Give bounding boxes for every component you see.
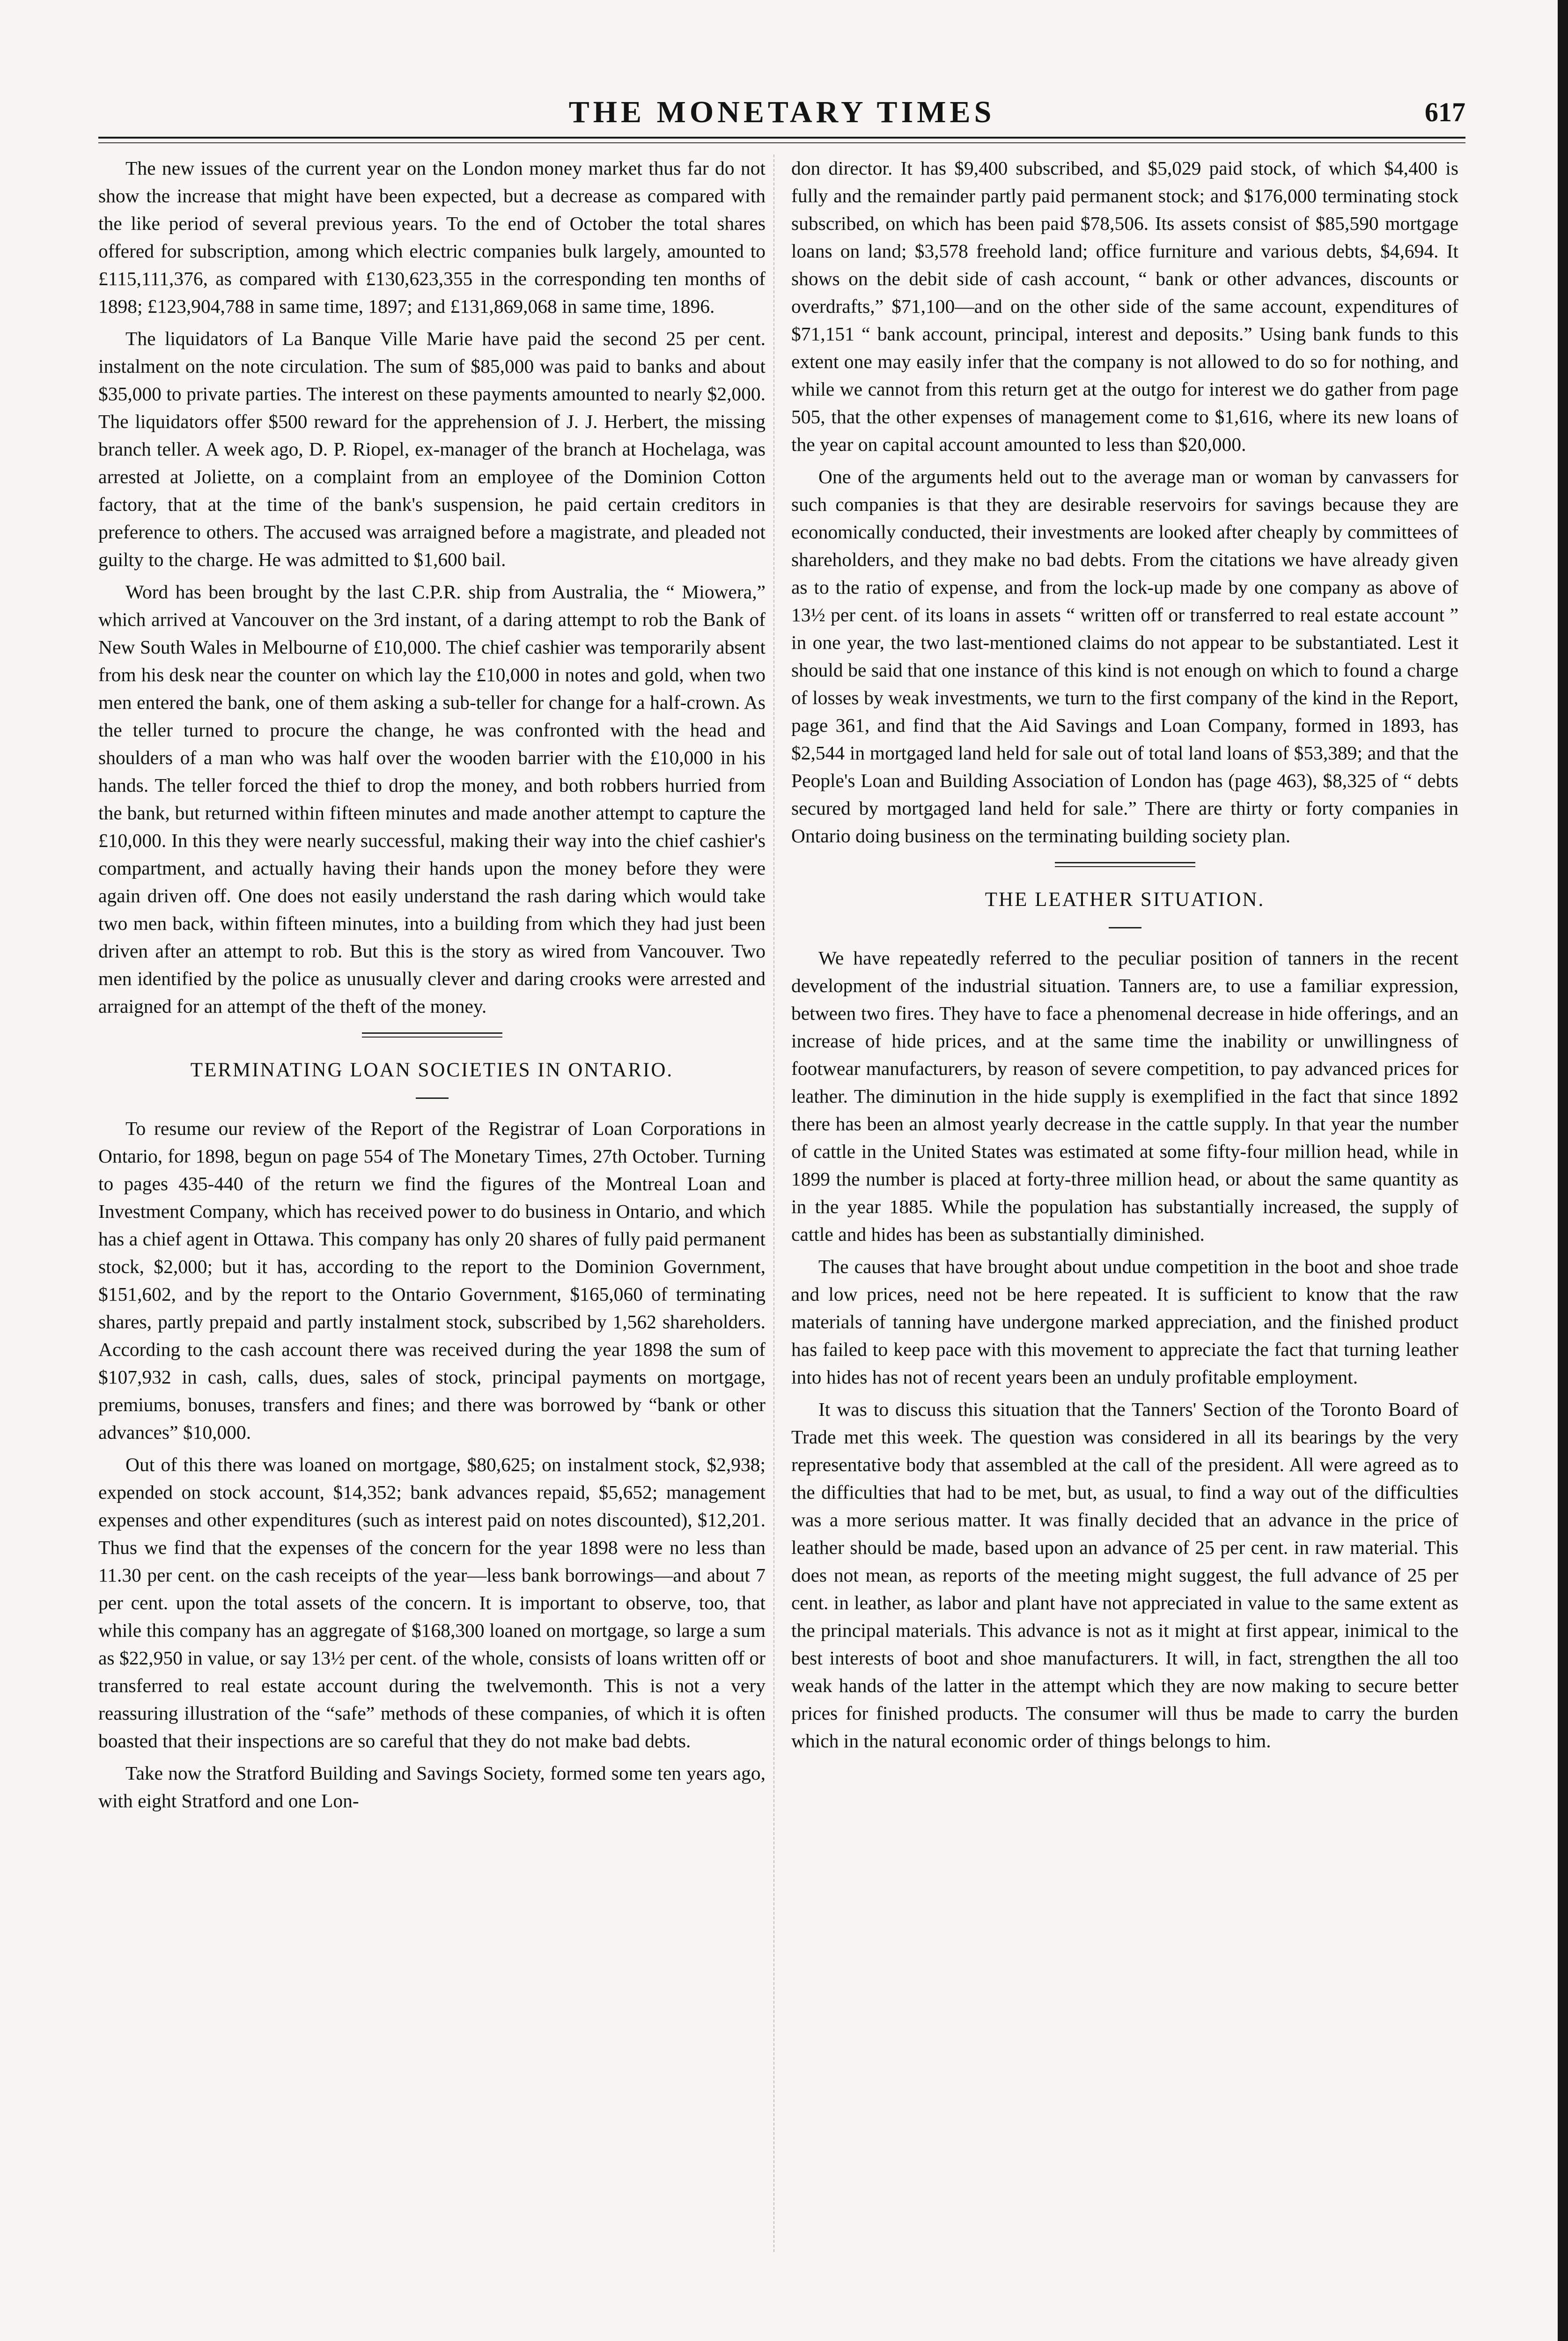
page-header [98, 91, 1465, 133]
article-paragraph: It was to discuss this situation that the Tanners' Section of the Toronto Board of Trade met this week. The question was considered in all its bearings by the very representative body that assembled at the call of the president. All were agreed as to the difficulties that had to be met, but, as usual, to find a way out of the difficulties was a more serious matter. It was finally decided that an advance in the price of leather should be made, based upon an advance of 25 per cent. in raw material. This does not mean, as reports of the meeting might suggest, the full advance of 25 per cent. in leather, as labor and plant have not appreciated in value to the same extent as the principal materials. This advance is not as it might at first appear, inimical to the best interests of boot and shoe manufacturers. It will, in fact, strengthen the all too weak hands of the latter in the attempt which they are now making to secure better prices for finished products. The consumer will thus be made to carry the burden which in the natural economic order of things belongs to him. [791, 1399, 1458, 1752]
left-column [98, 155, 766, 1819]
article-paragraph: The new issues of the current year on the London money market thus far do not show the increase that might have been expected, but a decrease as compared with the like period of several previous years. To the end of October the total shares offered for subscription, among which electric companies bulk largely, amounted to £115,111,376, as compared with £130,623,355 in the corresponding ten months of 1898; £123,904,788 in same time, 1897; and £131,869,068 in same time, 1896. [98, 157, 766, 317]
section-heading: TERMINATING LOAN SOCIETIES IN ONTARIO. [190, 1059, 674, 1081]
heading-rule [416, 1097, 449, 1099]
article-paragraph: To resume our review of the Report of the Registrar of Loan Corporations in Ontario, for 1898, begun on page 554 of The Monetary Times, 27th October. Turning to pages 435-440 of the return we find the figures of the Montreal Loan and Investment Company, which has received power to do business in Ontario, and which has a chief agent in Ottawa. This company has only 20 shares of fully paid permanent stock, $2,000; but it has, according to the report to the Dominion Government, $151,602, and by the report to the Ontario Government, $165,060 of terminating shares, partly prepaid and partly instalment stock, subscribed by 1,562 shareholders. According to the cash account there was received during the year 1898 the sum of $107,932 in cash, calls, dues, sales of stock, principal payments on mortgage, premiums, bonuses, transfers and fines; and there was borrowed by “bank or other advances” $10,000. [98, 1118, 766, 1443]
header-rule [98, 137, 1465, 139]
article-paragraph: The liquidators of La Banque Ville Marie have paid the second 25 per cent. instalment on the note circulation. The sum of $85,000 was paid to banks and about $35,000 to private parties. The interest on these payments amounted to nearly $2,000. The liquidators offer $500 reward for the apprehension of J. J. Herbert, the missing branch teller. A week ago, D. P. Riopel, ex-manager of the branch at Hochelaga, was arrested at Joliette, on a complaint from an employee of the Dominion Cotton factory, that at the time of the bank's suspension, he paid certain creditors in preference to others. The accused was arraigned before a magistrate, and pleaded not guilty to the charge. He was admitted to $1,600 bail. [98, 328, 766, 570]
article-paragraph: The causes that have brought about undue competition in the boot and shoe trade and low prices, need not be here repeated. It is sufficient to know that the raw materials of tanning have undergone marked appreciation, and the finished product has failed to keep pace with this movement to appreciate the fact that turning leather into hides has not of recent years been an unduly profitable employment. [791, 1256, 1458, 1388]
heading-rule [1109, 927, 1141, 928]
section-divider-thin [1055, 866, 1195, 867]
page-number: 617 [1425, 97, 1465, 127]
article-paragraph: One of the arguments held out to the average man or woman by canvassers for such companies is that they are desirable reservoirs for savings because they are economically conducted, their investments are looked after cheaply by committees of shareholders, and they make no bad debts. From the citations we have already given as to the ratio of expense, and from the lock-up made by one company as above of 13½ per cent. of its loans in assets “ written off or transferred to real estate account ” in one year, the two last-mentioned claims do not appear to be substantiated. Lest it should be said that one instance of this kind is not enough on which to found a charge of losses by weak investments, we turn to the first company of the kind in the Report, page 361, and find that the Aid Savings and Loan Company, formed in 1893, has $2,544 in mortgaged land held for sale out of total land loans of $53,389; and that the People's Loan and Building Association of London has (page 463), $8,325 of “ debts secured by mortgaged land held for sale.” There are thirty or forty companies in Ontario doing business on the terminating building society plan. [791, 466, 1458, 847]
scan-edge [1558, 0, 1568, 2341]
column-divider [773, 155, 774, 2252]
article-paragraph: Word has been brought by the last C.P.R. ship from Australia, the “ Miowera,” which arrived at Vancouver on the 3rd instant, of a daring attempt to rob the Bank of New South Wales in Melbourne of £10,000. The chief cashier was temporarily absent from his desk near the counter on which lay the £10,000 in notes and gold, when two men entered the bank, one of them asking a sub-teller for change for a half-crown. As the teller turned to procure the change, he was confronted with the head and shoulders of a man who was half over the wooden barrier with the £10,000 in his hands. The teller forced the thief to drop the money, and both robbers hurried from the bank, but returned within fifteen minutes and made another attempt to capture the £10,000. In this they were nearly successful, making their way into the chief cashier's compartment, and actually having their hands upon the money before they were again driven off. One does not easily understand the rash daring which would take two men back, within fifteen minutes, into a building from which they had just been driven after an attempt to rob. But this is the story as wired from Vancouver. Two men identified by the police as unusually clever and daring crooks were arrested and arraigned for an attempt of the theft of the money. [98, 581, 766, 1017]
article-paragraph: Take now the Stratford Building and Savings Society, formed some ten years ago, with eight Stratford and one Lon- [98, 1762, 766, 1811]
right-column [791, 155, 1458, 1759]
section-divider-thin [362, 1037, 502, 1038]
masthead-title: THE MONETARY TIMES [568, 95, 995, 129]
section-heading: THE LEATHER SITUATION. [985, 889, 1265, 911]
article-paragraph: Out of this there was loaned on mortgage, $80,625; on instalment stock, $2,938; expended on stock account, $14,352; bank advances repaid, $5,652; management expenses and other expenditures (such as interest paid on notes discounted), $12,201. Thus we find that the expenses of the concern for the year 1898 were no less than 11.30 per cent. on the cash receipts of the year—less bank borrowings—and about 7 per cent. upon the total assets of the concern. It is important to observe, too, that while this company has an aggregate of $168,300 loaned on mortgage, so large a sum as $22,950 in value, or say 13½ per cent. of the whole, consists of loans written off or transferred to real estate account during the twelvemonth. This is not a very reassuring illustration of the “safe” methods of these companies, of which it is often boasted that their inspections are so careful that they do not make bad debts. [98, 1454, 766, 1752]
article-paragraph: We have repeatedly referred to the peculiar position of tanners in the recent development of the industrial situation. Tanners are, to use a familiar expression, between two fires. They have to face a phenomenal decrease in hide offerings, and an increase of hide prices, and at the same time the inability or unwillingness of footwear manufacturers, by reason of severe competition, to pay advanced prices for leather. The diminution in the hide supply is exemplified in the fact that since 1892 there has been an almost yearly decrease in the cattle supply. In that year the number of cattle in the United States was estimated at some fifty-four million head, while in 1899 the number is placed at forty-three million head, or about the same quantity as in the year 1885. While the population has substantially increased, the supply of cattle and hides has been as substantially diminished. [791, 947, 1458, 1245]
section-divider [362, 1032, 502, 1034]
section-divider [1055, 862, 1195, 863]
article-paragraph: don director. It has $9,400 subscribed, and $5,029 paid stock, of which $4,400 is fully and the remainder partly paid permanent stock; and $176,000 terminating stock subscribed, on which has been paid $78,506. Its assets consist of $85,590 mortgage loans on land; $3,578 freehold land; office furniture and various debts, $4,694. It shows on the debit side of cash account, “ bank or other advances, discounts or overdrafts,” $71,100—and on the other side of the same account, expenditures of $71,151 “ bank account, principal, interest and deposits.” Using bank funds to this extent one may easily infer that the company is not allowed to do so for nothing, and while we cannot from this return get at the outgo for interest we do gather from page 505, that the other expenses of management come to $1,616, where its new loans of the year on capital account amounted to less than $20,000. [791, 157, 1458, 455]
header-rule-thin [98, 142, 1465, 143]
